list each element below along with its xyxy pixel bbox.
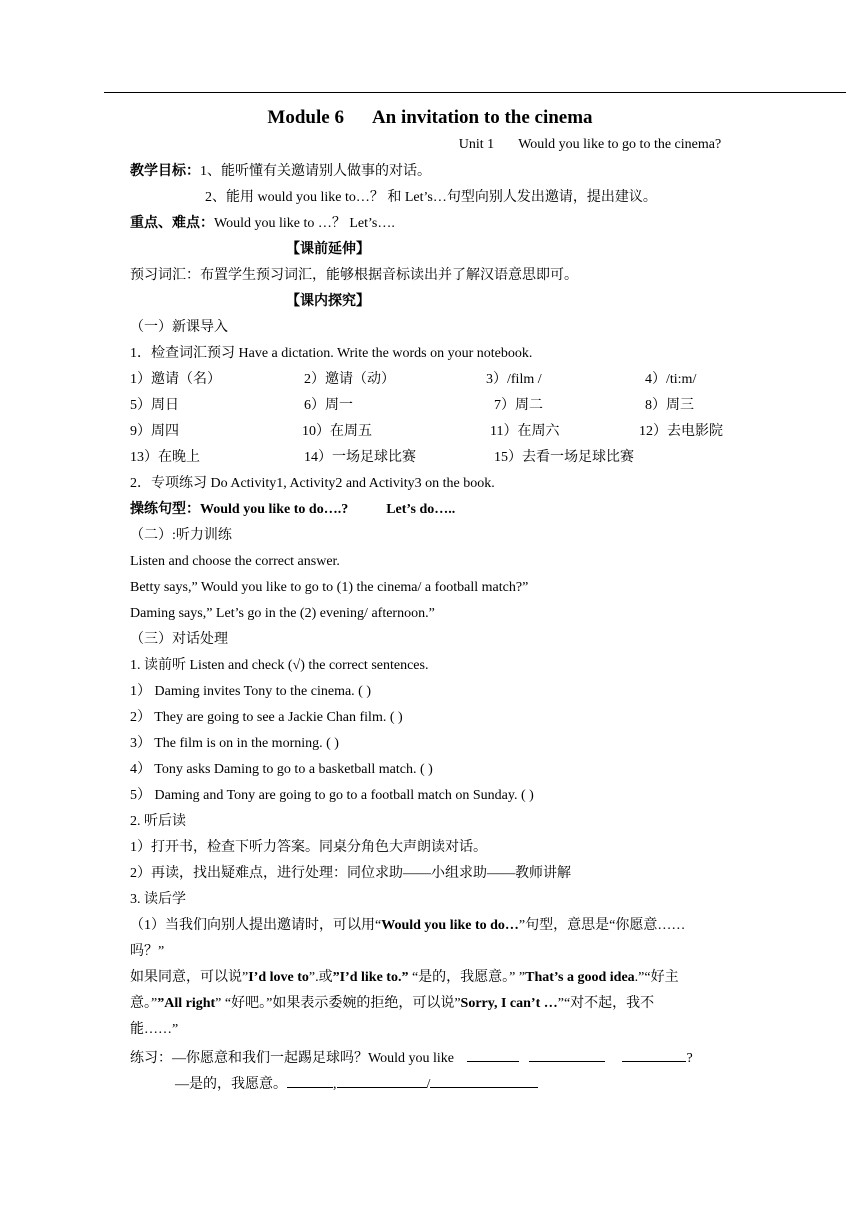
step1-text: 1．检查词汇预习 Have a dictation. Write the words on your notebook. (130, 346, 533, 361)
vocab-item: 7）周二 (494, 398, 543, 413)
vocab-item: 15）去看一场足球比赛 (494, 450, 634, 465)
vocab-item: 1）邀请（名） (130, 372, 221, 387)
vocab-item: 8）周三 (645, 398, 694, 413)
module-name: An invitation to the cinema (371, 107, 593, 128)
listen-question-1: Betty says,” Would you like to go to (1) the cinema/ a football match?” (130, 580, 529, 595)
vocab-item: 13）在晚上 (130, 450, 200, 465)
check-sentence: 2） They are going to see a Jackie Chan film. ( ) (130, 710, 403, 725)
drill-line (130, 501, 455, 519)
vocab-item: 5）周日 (130, 398, 179, 413)
listen-instruction: Listen and choose the correct answer. (130, 554, 340, 569)
practice-answer (175, 1073, 538, 1094)
explain-phrase: Sorry, I can’t … (460, 996, 558, 1011)
answer-blank[interactable] (622, 1047, 686, 1062)
practice-answer-label: —是的，我愿意。 (175, 1077, 287, 1092)
question-mark: ? (686, 1051, 693, 1066)
explain-text: （1）当我们向别人提出邀请时，可以用“ (130, 918, 382, 933)
pre-read-heading: 1. 读前听 Listen and check (√) the correct sentences. (130, 658, 429, 673)
goal-2: 2、能用 would you like to…？ 和 Let’s…句型向别人发出邀请，提出建议。 (205, 190, 657, 205)
pre-class-heading: 【课前延伸】 (286, 242, 370, 257)
vocab-item: 14）一场足球比赛 (304, 450, 416, 465)
part1-heading: （一）新课导入 (130, 320, 228, 335)
goals-line-1 (130, 163, 431, 181)
answer-blank[interactable] (529, 1047, 605, 1062)
vocab-item: 12）去电影院 (639, 424, 723, 439)
page-title (0, 107, 860, 129)
check-sentence: 5） Daming and Tony are going to go to a football match on Sunday. ( ) (130, 788, 534, 803)
vocab-item: 4）/ti:m/ (645, 372, 697, 387)
explain-phrase: ”All right (157, 996, 216, 1011)
vocab-item: 9）周四 (130, 424, 179, 439)
answer-blank[interactable] (430, 1073, 538, 1088)
post-read-heading: 3. 读后学 (130, 892, 186, 907)
explain-text: 意。” (130, 996, 158, 1011)
unit-number: Unit 1 (458, 137, 495, 152)
while-read-step-1: 1）打开书，检查下听力答案。同桌分角色大声朗读对话。 (130, 840, 487, 855)
explain-text: ”.或 (308, 970, 333, 985)
slash: / (426, 1077, 431, 1092)
explain-line-3 (130, 969, 679, 987)
explain-phrase: I’d love to (248, 970, 309, 985)
vocab-item: 10）在周五 (302, 424, 372, 439)
listen-question-2: Daming says,” Let’s go in the (2) evening/ afternoon.” (130, 606, 435, 621)
keypoints-line (130, 215, 395, 233)
step2-text: 2．专项练习 Do Activity1, Activity2 and Activity3 on the book. (130, 476, 495, 491)
explain-text: “是的，我愿意。” ” (408, 970, 526, 985)
practice-label: 练习：—你愿意和我们一起踢足球吗？Would you like (130, 1051, 454, 1066)
part2-heading: （二）:听力训练 (130, 528, 232, 543)
explain-phrase: Would you like to do… (381, 918, 519, 933)
unit-title: Would you like to go to the cinema? (518, 137, 722, 152)
explain-text: ”句型，意思是“你愿意…… (518, 918, 686, 933)
drill-label: 操练句型： (130, 502, 200, 517)
explain-text: ” “好吧。”如果表示委婉的拒绝，可以说” (215, 996, 461, 1011)
explain-phrase: That’s a good idea (525, 970, 635, 985)
while-read-heading: 2. 听后读 (130, 814, 186, 829)
answer-blank[interactable] (287, 1073, 333, 1088)
explain-line-1 (130, 917, 685, 935)
header-rule (104, 92, 846, 93)
check-sentence: 3） The film is on in the morning. ( ) (130, 736, 339, 751)
vocab-item: 6）周一 (304, 398, 353, 413)
explain-text: ”“对不起，我不 (557, 996, 655, 1011)
goal-1: 1、能听懂有关邀请别人做事的对话。 (200, 164, 431, 179)
answer-blank[interactable] (337, 1073, 427, 1088)
keypoints-label: 重点、难点： (130, 216, 214, 231)
check-sentence: 1） Daming invites Tony to the cinema. ( ) (130, 684, 371, 699)
goals-label: 教学目标： (130, 164, 200, 179)
while-read-step-2: 2）再读，找出疑难点，进行处理：同位求助——小组求助——教师讲解 (130, 866, 571, 881)
check-sentence: 4） Tony asks Daming to go to a basketball match. ( ) (130, 762, 433, 777)
keypoints-text: Would you like to …？ Let’s…. (214, 216, 395, 231)
explain-line-5: 能……” (130, 1022, 179, 1037)
vocab-item: 2）邀请（动） (304, 372, 395, 387)
drill-pattern-1: Would you like to do….? (200, 502, 349, 517)
vocab-item: 11）在周六 (490, 424, 560, 439)
in-class-heading: 【课内探究】 (286, 294, 370, 309)
part3-heading: （三）对话处理 (130, 632, 228, 647)
explain-phrase: ”I’d like to.” (332, 970, 409, 985)
pre-class-text: 预习词汇：布置学生预习词汇，能够根据音标读出并了解汉语意思即可。 (130, 268, 578, 283)
drill-pattern-2: Let’s do….. (386, 502, 456, 517)
explain-line-4 (130, 995, 654, 1013)
answer-blank[interactable] (467, 1047, 519, 1062)
explain-line-2: 吗？” (130, 944, 165, 959)
vocab-item: 3）/film / (486, 372, 542, 387)
module-number: Module 6 (267, 107, 344, 128)
comma: , (333, 1077, 337, 1092)
practice-question (130, 1047, 693, 1068)
unit-subtitle (160, 137, 860, 153)
explain-text: 如果同意，可以说” (130, 970, 249, 985)
explain-text: .”“好主 (634, 970, 679, 985)
